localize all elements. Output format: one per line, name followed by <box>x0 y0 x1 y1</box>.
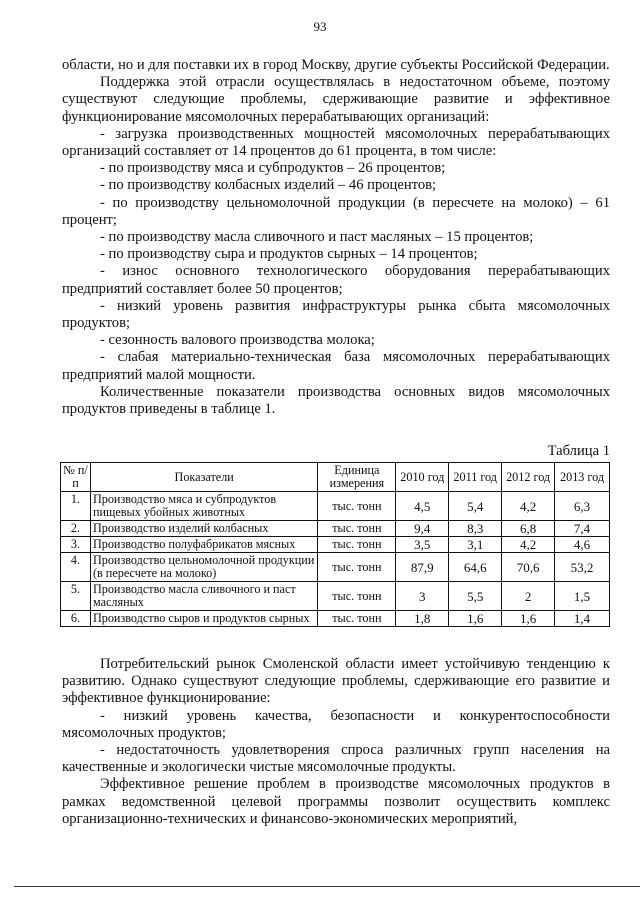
value-2010: 3 <box>396 582 449 611</box>
row-num: 4. <box>61 553 91 582</box>
table-row <box>61 537 610 553</box>
value-2010: 9,4 <box>396 521 449 537</box>
list-item: - недостаточность удовлетворения спроса различных групп населения на качественные и экологически чистые мясомолочные продукты. <box>62 742 610 776</box>
value-2013: 1,5 <box>555 582 610 611</box>
row-num: 3. <box>61 537 91 553</box>
header-unit: Единица измерения <box>318 463 396 492</box>
page-number: 93 <box>313 19 327 34</box>
value-2012: 4,2 <box>502 492 555 521</box>
value-2012: 6,8 <box>502 521 555 537</box>
paragraph: Количественные показатели производства основных видов мясомолочных продуктов приведены в таблице 1. <box>62 383 610 418</box>
value-2012: 70,6 <box>502 553 555 582</box>
production-table <box>60 462 610 627</box>
row-unit: тыс. тонн <box>318 582 396 611</box>
row-num: 6. <box>61 611 91 627</box>
table-caption: Таблица 1 <box>547 443 610 459</box>
row-indicator: Производство мяса и субпродуктов пищевых убойных животных <box>90 492 317 521</box>
value-2011: 5,4 <box>449 492 502 521</box>
list-item: - слабая материально-техническая база мясомолочных перерабатывающих предприятий малой мощности. <box>62 349 610 383</box>
list-item: - по производству масла сливочного и паст масляных – 15 процентов; <box>100 229 534 246</box>
top-text-block <box>62 57 610 418</box>
table-row <box>61 582 610 611</box>
list-item: - износ основного технологического оборудования перерабатывающих предприятий составляет более 50 процентов; <box>62 263 610 297</box>
row-indicator: Производство изделий колбасных <box>90 521 317 537</box>
header-2013: 2013 год <box>555 463 610 492</box>
list-item: - сезонность валового производства молока; <box>100 332 375 349</box>
list-item: - по производству цельномолочной продукции (в пересчете на молоко) – 61 процент; <box>62 194 610 228</box>
row-unit: тыс. тонн <box>318 521 396 537</box>
value-2011: 64,6 <box>449 553 502 582</box>
value-2013: 53,2 <box>555 553 610 582</box>
value-2012: 2 <box>502 582 555 611</box>
paragraph: Эффективное решение проблем в производстве мясомолочных продуктов в рамках ведомственной целевой программы позволит осуществить комплекс организационно-технических и финансово-экономических мероприятий, <box>62 776 610 827</box>
value-2011: 3,1 <box>449 537 502 553</box>
value-2012: 1,6 <box>502 611 555 627</box>
footer-rule <box>14 886 640 887</box>
table-row <box>61 492 610 521</box>
value-2011: 1,6 <box>449 611 502 627</box>
row-indicator: Производство масла сливочного и паст масляных <box>90 582 317 611</box>
list-item: - по производству мяса и субпродуктов – 26 процентов; <box>100 160 446 177</box>
table-row <box>61 553 610 582</box>
row-unit: тыс. тонн <box>318 492 396 521</box>
value-2013: 7,4 <box>555 521 610 537</box>
row-num: 5. <box>61 582 91 611</box>
value-2013: 4,6 <box>555 537 610 553</box>
table-row <box>61 521 610 537</box>
row-indicator: Производство цельномолочной продукции (в пересчете на молоко) <box>90 553 317 582</box>
list-item: - низкий уровень качества, безопасности и конкурентоспособности мясомолочных продуктов; <box>62 707 610 741</box>
row-indicator: Производство полуфабрикатов мясных <box>90 537 317 553</box>
value-2010: 87,9 <box>396 553 449 582</box>
row-unit: тыс. тонн <box>318 537 396 553</box>
list-item: - по производству колбасных изделий – 46 процентов; <box>100 177 437 194</box>
value-2012: 4,2 <box>502 537 555 553</box>
table-row <box>61 611 610 627</box>
value-2010: 1,8 <box>396 611 449 627</box>
value-2013: 6,3 <box>555 492 610 521</box>
header-2010: 2010 год <box>396 463 449 492</box>
row-unit: тыс. тонн <box>318 611 396 627</box>
table-header-row <box>61 463 610 492</box>
value-2011: 5,5 <box>449 582 502 611</box>
paragraph: Потребительский рынок Смоленской области имеет устойчивую тенденцию к развитию. Однако существуют следующие проблемы, сдерживающие его развитие и эффективное функционирование: <box>62 656 610 707</box>
value-2011: 8,3 <box>449 521 502 537</box>
header-2012: 2012 год <box>502 463 555 492</box>
paragraph: Поддержка этой отрасли осуществлялась в недостаточном объеме, поэтому существуют следующие проблемы, сдерживающие развитие и эффективное функционирование мясомолочных перерабатывающих организаций: <box>62 74 610 125</box>
row-num: 2. <box>61 521 91 537</box>
value-2010: 3,5 <box>396 537 449 553</box>
value-2010: 4,5 <box>396 492 449 521</box>
header-indicator: Показатели <box>90 463 317 492</box>
row-indicator: Производство сыров и продуктов сырных <box>90 611 317 627</box>
row-unit: тыс. тонн <box>318 553 396 582</box>
paragraph: области, но и для поставки их в город Москву, другие субъекты Российской Федерации. <box>62 57 610 73</box>
list-item: - загрузка производственных мощностей мясомолочных перерабатывающих организаций составляет от 14 процентов до 61 процента, в том числе: <box>62 125 610 160</box>
list-item: - по производству сыра и продуктов сырных – 14 процентов; <box>100 246 478 263</box>
header-2011: 2011 год <box>449 463 502 492</box>
list-item: - низкий уровень развития инфраструктуры рынка сбыта мясомолочных продуктов; <box>62 297 610 332</box>
header-num: № п/п <box>61 463 91 492</box>
value-2013: 1,4 <box>555 611 610 627</box>
row-num: 1. <box>61 492 91 521</box>
bottom-text-block <box>62 656 610 828</box>
